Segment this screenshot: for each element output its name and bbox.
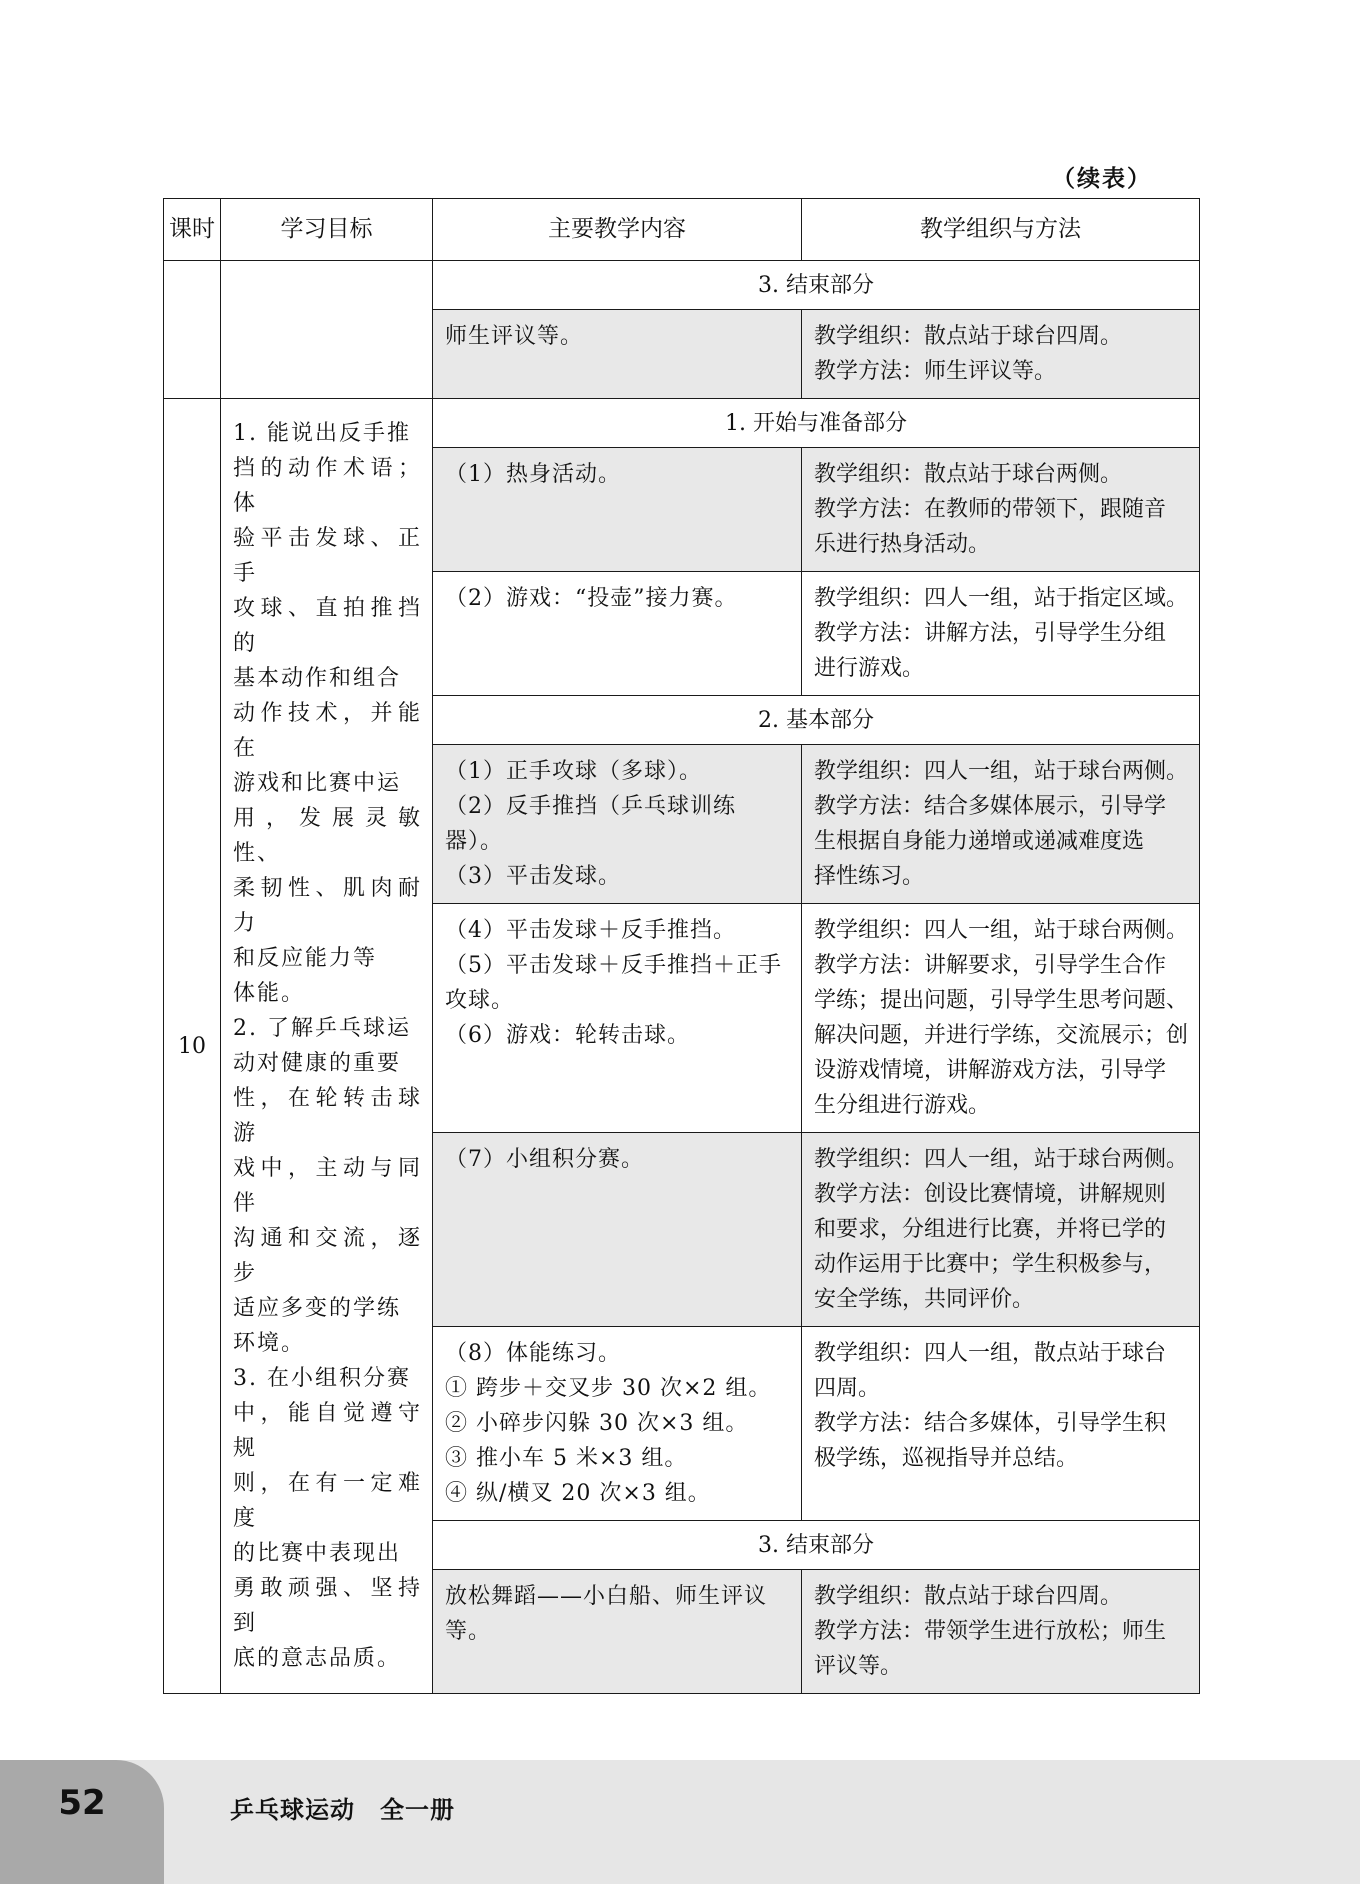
method-line: 教学方法：讲解要求，引导学生合作	[814, 953, 1167, 978]
method-line: 教学方法：结合多媒体展示，引导学	[814, 794, 1167, 819]
method-line: 四周。	[814, 1376, 881, 1401]
method-line: 极学练，巡视指导并总结。	[814, 1446, 1079, 1471]
goal-line: 基本动作和组合	[233, 666, 402, 691]
goal-line: 3. 在小组积分赛	[233, 1366, 411, 1391]
method-line: 安全学练，共同评价。	[814, 1287, 1035, 1312]
goal-line: 挡的动作术语；体	[233, 456, 422, 516]
content-line: 师生评议等。	[445, 324, 584, 349]
goal-line: 中，能自觉遵守规	[233, 1401, 422, 1461]
content-line: ② 小碎步闪躲 30 次×3 组。	[445, 1411, 749, 1436]
goal-line: 沟通和交流，逐步	[233, 1226, 422, 1286]
method-line: 教学组织：散点站于球台两侧。	[814, 462, 1123, 487]
goal-line: 游戏和比赛中运	[233, 771, 402, 796]
method-line: 择性练习。	[814, 864, 925, 889]
goal-line: 戏中，主动与同伴	[233, 1156, 422, 1216]
content-line: （2）游戏：“投壶”接力赛。	[445, 586, 738, 611]
goal-line: 体能。	[233, 981, 306, 1006]
goal-line: 柔韧性、肌肉耐力	[233, 876, 422, 936]
goal-line: 的比赛中表现出	[233, 1541, 402, 1566]
method-cell	[802, 1570, 1200, 1694]
method-line: 教学方法：在教师的带领下，跟随音	[814, 497, 1167, 522]
header-method: 教学组织与方法	[802, 199, 1200, 261]
content-cell	[433, 310, 802, 399]
content-cell	[433, 572, 802, 696]
method-line: 生分组进行游戏。	[814, 1093, 991, 1118]
content-line: （8）体能练习。	[445, 1341, 621, 1366]
section-row	[164, 399, 1200, 448]
prev-lesson-cell	[164, 261, 221, 399]
content-line: （2）反手推挡（乒乓球训练器）。	[445, 794, 736, 854]
goal-line: 勇敢顽强、坚持到	[233, 1576, 422, 1636]
goal-line: 则，在有一定难度	[233, 1471, 422, 1531]
content-line: （7）小组积分赛。	[445, 1147, 644, 1172]
method-line: 教学组织：四人一组，站于球台两侧。	[814, 1147, 1189, 1172]
goal-line: 动对健康的重要	[233, 1051, 402, 1076]
method-line: 学练；提出问题，引导学生思考问题、	[814, 988, 1189, 1013]
method-line: 教学方法：师生评议等。	[814, 359, 1057, 384]
goal-line: 和反应能力等	[233, 946, 378, 971]
method-line: 教学方法：带领学生进行放松；师生	[814, 1619, 1167, 1644]
header-goals: 学习目标	[221, 199, 433, 261]
method-line: 进行游戏。	[814, 656, 925, 681]
method-cell	[802, 1327, 1200, 1521]
goal-line: 1. 能说出反手推	[233, 421, 411, 446]
content-line: ① 跨步＋交叉步 30 次×2 组。	[445, 1376, 772, 1401]
footer-band	[0, 1760, 1360, 1884]
goal-line: 2. 了解乒乓球运	[233, 1016, 411, 1041]
method-line: 教学方法：结合多媒体，引导学生积	[814, 1411, 1167, 1436]
method-line: 教学组织：散点站于球台四周。	[814, 1584, 1123, 1609]
method-line: 教学方法：讲解方法，引导学生分组	[814, 621, 1167, 646]
section-title: 1. 开始与准备部分	[433, 399, 1200, 448]
content-line: （1）正手攻球（多球）。	[445, 759, 702, 784]
method-line: 乐进行热身活动。	[814, 532, 991, 557]
header-lesson: 课时	[164, 199, 221, 261]
method-line: 教学组织：四人一组，站于球台两侧。	[814, 759, 1189, 784]
prev-goals-cell	[221, 261, 433, 399]
goal-line: 验平击发球、正手	[233, 526, 422, 586]
method-line: 评议等。	[814, 1654, 903, 1679]
goal-line: 环境。	[233, 1331, 306, 1356]
lesson-plan-table	[163, 198, 1200, 1694]
content-line: ③ 推小车 5 米×3 组。	[445, 1446, 688, 1471]
page-number: 52	[58, 1783, 106, 1823]
method-line: 教学方法：创设比赛情境，讲解规则	[814, 1182, 1167, 1207]
content-line: （1）热身活动。	[445, 462, 621, 487]
content-cell	[433, 1570, 802, 1694]
method-line: 动作运用于比赛中；学生积极参与，	[814, 1252, 1167, 1277]
book-title: 乒乓球运动 全一册	[230, 1796, 455, 1824]
method-cell	[802, 572, 1200, 696]
method-cell	[802, 904, 1200, 1133]
method-line: 教学组织：四人一组，站于球台两侧。	[814, 918, 1189, 943]
method-cell	[802, 310, 1200, 399]
goal-line: 用，发展灵敏性、	[233, 806, 422, 866]
content-line: 攻球。	[445, 988, 515, 1013]
section-title: 3. 结束部分	[433, 1521, 1200, 1570]
lesson-number: 10	[164, 399, 221, 1694]
method-line: 教学组织：四人一组，散点站于球台	[814, 1341, 1167, 1366]
content-line: （4）平击发球＋反手推挡。	[445, 918, 736, 943]
method-line: 教学组织：四人一组，站于指定区域。	[814, 586, 1189, 611]
method-line: 和要求，分组进行比赛，并将已学的	[814, 1217, 1167, 1242]
section-title: 2. 基本部分	[433, 696, 1200, 745]
goal-line: 动作技术，并能在	[233, 701, 422, 761]
content-line: 放松舞蹈——小白船、师生评议等。	[445, 1584, 768, 1644]
content-cell	[433, 745, 802, 904]
content-cell	[433, 1327, 802, 1521]
content-line: （5）平击发球＋反手推挡＋正手	[445, 953, 782, 978]
method-line: 生根据自身能力递增或递减难度选	[814, 829, 1145, 854]
method-line: 解决问题，并进行学练，交流展示；创	[814, 1023, 1189, 1048]
section-title: 3. 结束部分	[433, 261, 1200, 310]
prev-section-row	[164, 261, 1200, 310]
method-cell	[802, 745, 1200, 904]
goal-line: 攻球、直拍推挡的	[233, 596, 422, 656]
content-line: ④ 纵/横叉 20 次×3 组。	[445, 1481, 711, 1506]
content-cell	[433, 904, 802, 1133]
content-line: （3）平击发球。	[445, 864, 621, 889]
continued-label: （续表）	[1052, 166, 1152, 192]
method-cell	[802, 448, 1200, 572]
goal-line: 适应多变的学练	[233, 1296, 402, 1321]
method-line: 教学组织：散点站于球台四周。	[814, 324, 1123, 349]
header-content: 主要教学内容	[433, 199, 802, 261]
header-row	[164, 199, 1200, 261]
method-line: 设游戏情境，讲解游戏方法，引导学	[814, 1058, 1167, 1083]
method-cell	[802, 1133, 1200, 1327]
goal-line: 性，在轮转击球游	[233, 1086, 422, 1146]
content-cell	[433, 448, 802, 572]
content-line: （6）游戏：轮转击球。	[445, 1023, 690, 1048]
learning-goals-cell	[221, 399, 433, 1694]
content-cell	[433, 1133, 802, 1327]
goal-line: 底的意志品质。	[233, 1646, 402, 1671]
